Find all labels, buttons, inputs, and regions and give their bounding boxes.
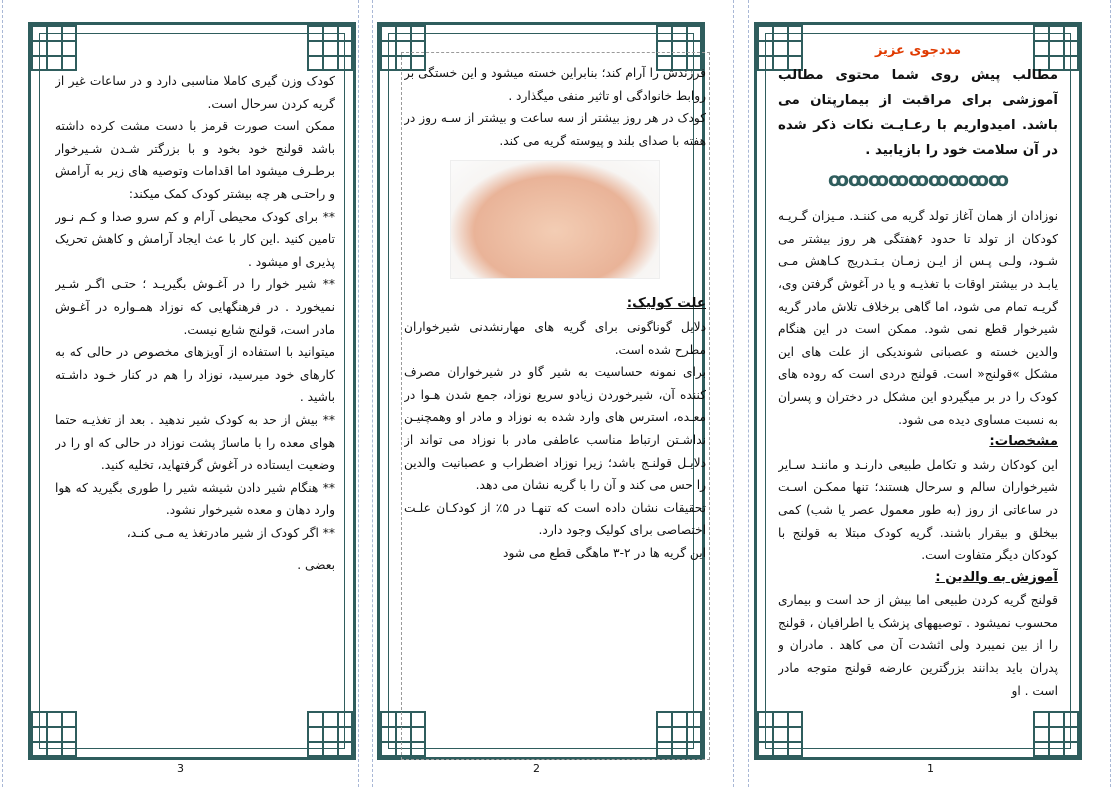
page-guide-line <box>748 0 749 787</box>
corner-ornament <box>31 25 77 71</box>
body-paragraph: نوزادان از همان آغاز تولد گریه می کننـد. مـیزان گـریـه کودکان از تولد تا حدود ۶هفتگی هر روز بیشتر می شـود، ولـی پـس از ایـن زمـان بـتـدریج کـاهش مـی یابـد در بیشتر اوقات با تغذیـه و یا در آغوش گرفتن وی، گریـه تمام می شود، اما گاهی برخلاف تلاش مادر گریه شیرخوار قطع نمی شود. ممکن است در این هنگام والدین خسته و عصبانی شوندیکی از علت های این مشکل »قولنج« است. قولنج دردی است که روده های کودک را در بر میگیردو این مشکل در دختران و پسران به نسبت مساوی دیده می شود. <box>778 209 1058 427</box>
page-number: 3 <box>177 762 184 775</box>
wave-ornament: ꝏꝏꝏꝏꝏꝏꝏꝏꝏ <box>827 168 1009 191</box>
body-paragraph: ممکن است صورت قرمز با دست مشت کرده داشته باشد قولنج خود بخود و با بزرگتر شـدن شـیرخوار برطـرف میشود اما اقدامات وتوصیه های زیر به آرامش و راحتـی هر چه بیشتر کودک کمک میکند: <box>55 119 335 201</box>
section-heading-parents: آموزش به والدین : <box>935 569 1058 585</box>
body-paragraph: تحقیقات نشان داده است که تنهـا در ۵٪ از کودکـان علـت اختصاصی برای کولیک وجود دارد. <box>404 500 706 538</box>
bullet-item: ** اگر کودک از شیر مادرتغذ یه مـی کنـد، <box>126 525 335 540</box>
body-paragraph: برای نمونه حساسیت به شیر گاو در شیرخواران مصرف کننده آن، شیرخوردن زیادو سریع نوزاد، جمع شدن هـوا در معـده، استرس های وارد شده به نوزاد و مادر او وهمچنیـن نداشـتن ارتباط مناسب عاطفی مادر با نوزاد می تواند از دلایـل قولنـج باشد؛ زیرا نوزاد اضطراب و عصبانیت والدین را حس می کند و آن را با گریه نشان می دهد. <box>404 365 706 493</box>
page-guide-line <box>733 0 734 787</box>
panel-3-content <box>55 70 335 615</box>
section-heading-colic-cause: علت کولیک: <box>626 296 706 312</box>
body-paragraph: ** هنگام شیر دادن شیشه شیر را طوری بگیرید که هوا وارد دهان و معده شیرخوار نشود. <box>55 480 335 518</box>
page-guide-line <box>358 0 359 787</box>
body-paragraph: کودک در هر روز بیشتر از سه ساعت و بیشتر از سـه روز در هفته با صدای بلند و پیوسته گریه می کند. <box>404 111 706 148</box>
page-number: 1 <box>927 762 934 775</box>
body-paragraph: ** برای کودک محیطی آرام و کم سرو صدا و کـم نـور تامین کنید .این کار با عث ایجاد آرامش و کاهش تحریک پذیری او میشود . <box>55 209 335 269</box>
body-paragraph: فرزندش را آرام کند؛ بنابراین خسته میشود و این خستگی بر روابط خانوادگی او تاثیر منفی میگذارد . <box>404 66 706 103</box>
body-paragraph: ** بیش از حد به کودک شیر ندهید . بعد از تغذیـه حتما هوای معده را با ماساژ پشت نوزاد در حالی که او را در وضعیت ایستاده در آغوش گرفتهاید، تخلیه کنید. <box>55 412 335 473</box>
page-number: 2 <box>533 762 540 775</box>
intro-paragraph: مطالب پیش روی شما محتوی مطالب آموزشی برای مراقبت از بیمارپتان می باشد. امیدواریم با رعـایـت نکات ذکر شده در آن سلامت خود را بازیابید . <box>778 67 1058 158</box>
corner-ornament <box>307 25 353 71</box>
page-guide-line <box>1110 0 1111 787</box>
page-guide-line <box>372 0 373 787</box>
body-paragraph: این کودکان رشد و تکامل طبیعی دارنـد و ماننـد سـایر شیرخواران سالم و سرحال هستند؛ تنها ممکـن اسـت در ساعاتی از روز (به طور معمول عصر یا شب) کمی بیخلق و بیقرار باشند. گریه کودک مبتلا به قولنج با کودکان دیگر متفاوت است. <box>778 457 1058 563</box>
section-heading-features: مشخصات: <box>989 434 1058 450</box>
body-paragraph: بعضی . <box>297 558 335 573</box>
body-paragraph: کودک وزن گیری کاملا مناسبی دارد و در ساعات غیر از گریه کردن سرحال است. <box>55 74 335 111</box>
body-paragraph: دلایل گوناگونی برای گریه های مهارنشدنی شیرخواران مطرح شده است. <box>404 319 706 357</box>
greeting-title: مددجوی عزیز <box>874 43 962 58</box>
crying-baby-photo <box>450 160 660 279</box>
panel-2-content <box>404 62 706 592</box>
body-paragraph: این گریه ها در ۲-۳ ماهگی قطع می شود <box>503 545 706 560</box>
corner-ornament <box>31 711 77 757</box>
body-paragraph: قولنج گریه کردن طبیعی اما بیش از حد است و بیماری محسوب نمیشود . توصیههای پزشک یا اطرافیان ، قولنج را از بین نمیبرد ولی اثشدت آن می کاهد . مادران و پدران باید بدانند بزرگترین عارضه قولنج متوجه مادر است . او <box>778 593 1058 698</box>
body-paragraph: ** شیر خوار را در آغـوش بگیریـد ؛ حتـی اگـر شـیر نمیخورد . در فرهنگهایی که نوزاد همـواره در آغـوش مادر است، قولنج شایع نیست. <box>55 277 335 337</box>
panel-1-content <box>778 40 1058 736</box>
body-paragraph: میتوانید با استفاده از آویزهای مخصوص در حالی که به کارهای خود میرسید، نوزاد را هم در کنار خـود داشـته باشید . <box>55 345 335 405</box>
page-guide-line <box>2 0 3 787</box>
corner-ornament <box>307 711 353 757</box>
